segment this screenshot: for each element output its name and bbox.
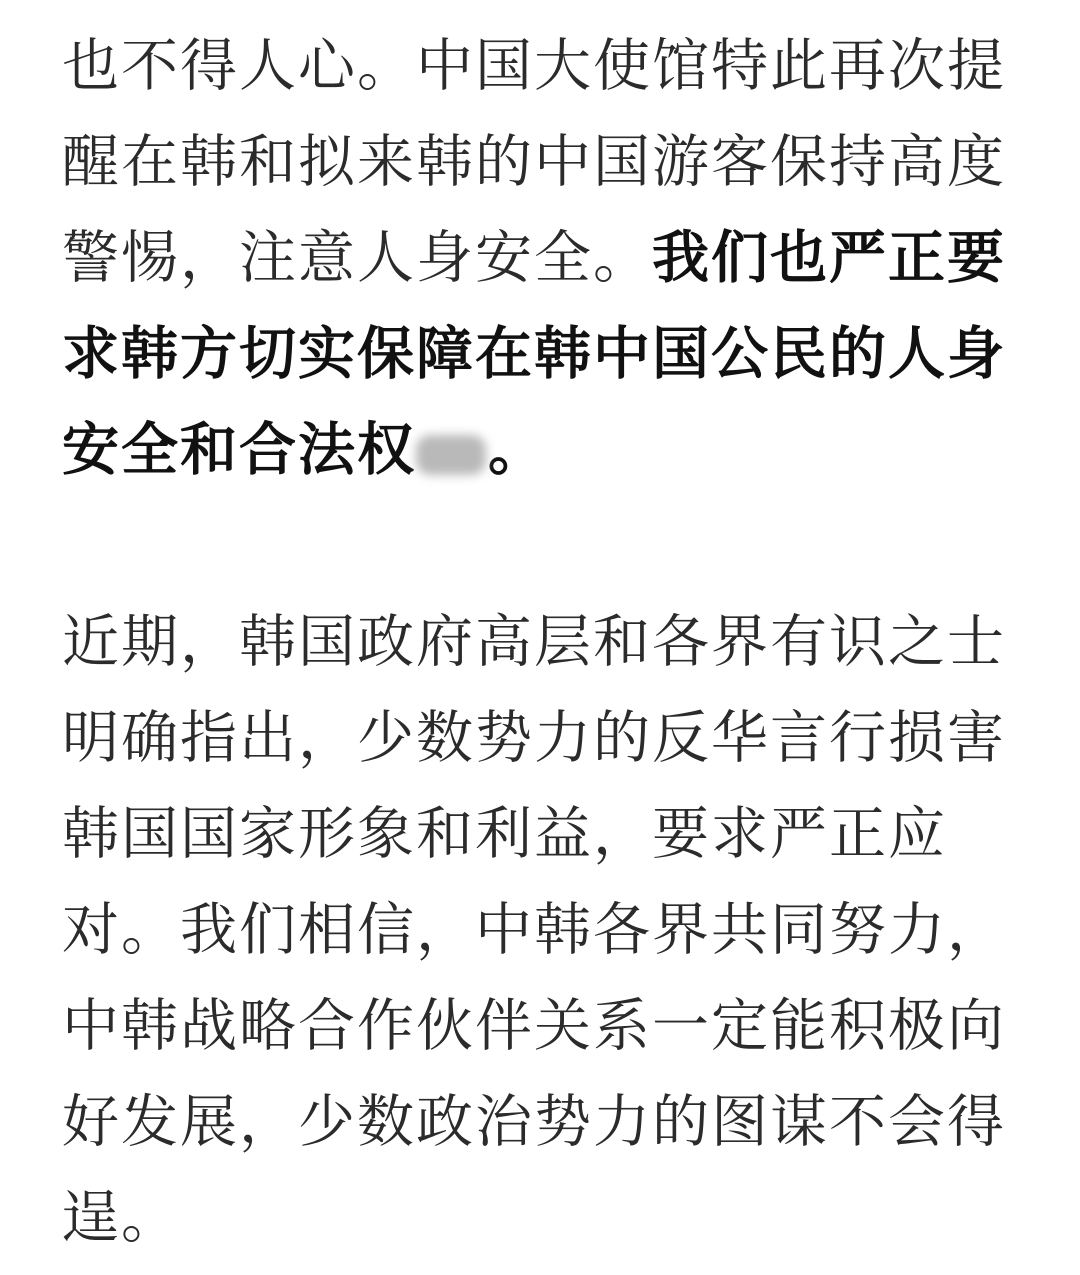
- text-segment: 也不得人心。中国大使馆特此再次提: [62, 33, 1006, 99]
- bold-text-segment: 。: [488, 417, 547, 483]
- text-segment: 韩国国家形象和利益，要求严正应: [62, 801, 947, 867]
- text-segment: 近期，韩国政府高层和各界有识之士: [62, 609, 1006, 675]
- text-segment: 逞。: [62, 1185, 180, 1251]
- text-line: [62, 114, 1022, 210]
- text-segment: 对。我们相信，中韩各界共同努力，: [62, 897, 1006, 963]
- paragraph-1: [62, 18, 1022, 498]
- text-line: [62, 690, 1022, 786]
- text-line: [62, 594, 1022, 690]
- bold-text-segment: 安全和合法权: [62, 417, 416, 483]
- text-line: [62, 306, 1022, 402]
- text-line: [62, 18, 1022, 114]
- text-segment: 好发展，少数政治势力的图谋不会得: [62, 1089, 1006, 1155]
- text-line: [62, 1170, 1022, 1266]
- text-segment: 醒在韩和拟来韩的中国游客保持高度: [62, 129, 1006, 195]
- text-line: [62, 1074, 1022, 1170]
- text-line: [62, 402, 1022, 498]
- blurred-character: [416, 435, 486, 475]
- paragraph-2: [62, 594, 1022, 1266]
- paragraph-spacer: [62, 498, 1022, 594]
- text-line: [62, 786, 1022, 882]
- text-segment: 中韩战略合作伙伴关系一定能积极向: [62, 993, 1006, 1059]
- bold-text-segment: 求韩方切实保障在韩中国公民的人身: [62, 321, 1006, 387]
- text-line: [62, 882, 1022, 978]
- bold-text-segment: 我们也严正要: [652, 225, 1006, 291]
- text-segment: 明确指出，少数势力的反华言行损害: [62, 705, 1006, 771]
- text-line: [62, 978, 1022, 1074]
- article-body: [62, 18, 1022, 1266]
- text-segment: 警惕，注意人身安全。: [62, 225, 652, 291]
- text-line: [62, 210, 1022, 306]
